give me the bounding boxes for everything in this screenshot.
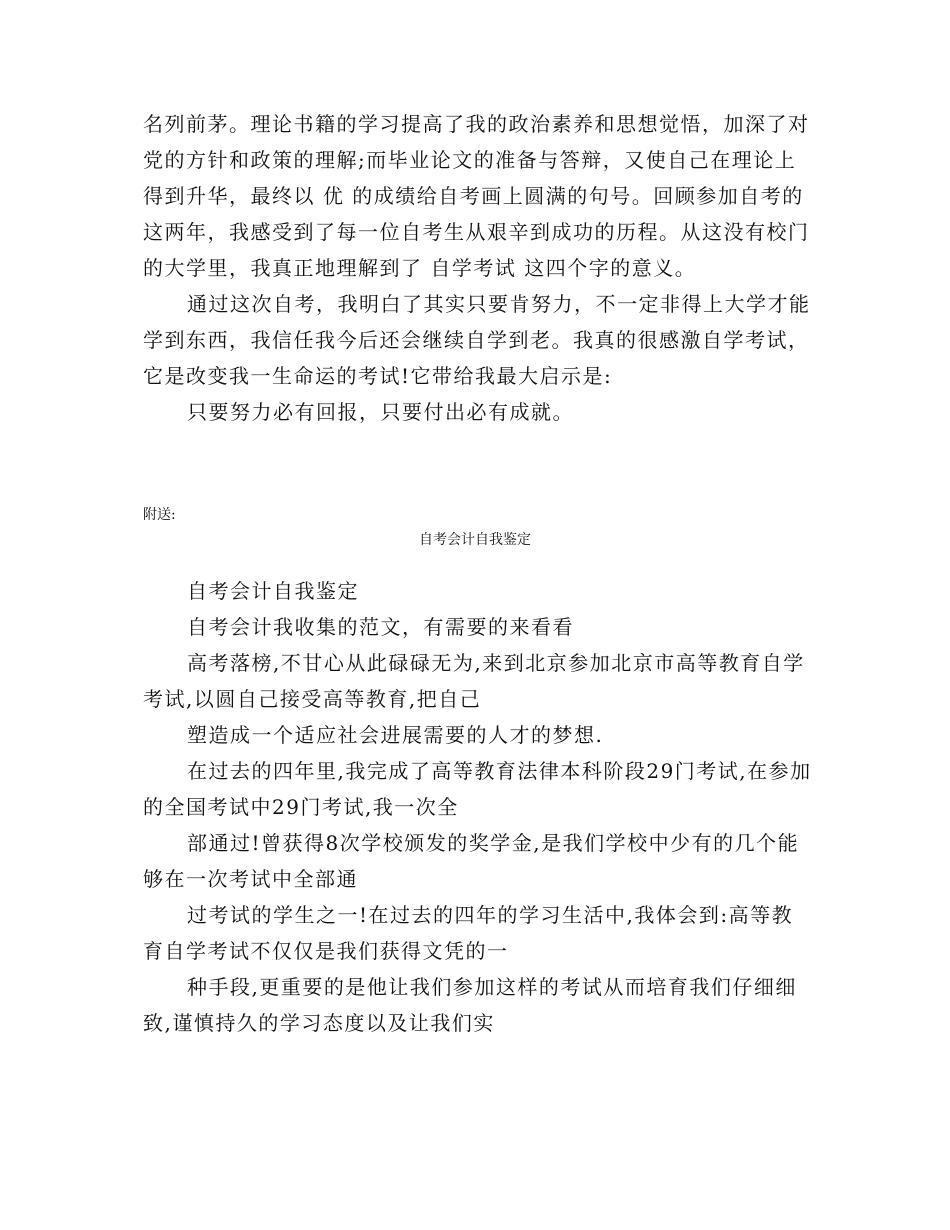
- essay-section-1: [143, 106, 813, 430]
- paragraph-6: 部通过!曾获得8次学校颁发的奖学金,是我们学校中少有的几个能够在一次考试中全部通: [143, 831, 800, 891]
- appendix-label: 附送:: [143, 507, 176, 523]
- paragraph-4: 塑造成一个适应社会进展需要的人才的梦想.: [187, 723, 604, 747]
- essay-section-2: [143, 573, 813, 1041]
- paragraph-2: 通过这次自考，我明白了其实只要肯努力，不一定非得上大学才能学到东西，我信任我今后还会继续自学到老。我真的很感激自学考试，它是改变我一生命运的考试!它带给我最大启示是:: [143, 292, 811, 388]
- paragraph-8: 种手段,更重要的是他让我们参加这样的考试从而培育我们仔细细致,谨慎持久的学习态度以及让我们实: [143, 975, 797, 1035]
- paragraph-3: 高考落榜,不甘心从此碌碌无为,来到北京参加北京市高等教育自学考试,以圆自己接受高等教育,把自己: [143, 651, 805, 711]
- paragraph-5: 在过去的四年里,我完成了高等教育法律本科阶段29门考试,在参加的全国考试中29门考试,我一次全: [143, 759, 812, 819]
- paragraph-7: 过考试的学生之一!在过去的四年的学习生活中,我体会到:高等教育自学考试不仅仅是我们获得文凭的一: [143, 903, 794, 963]
- appendix-title: 自考会计自我鉴定: [419, 532, 531, 548]
- paragraph-title: 自考会计自我鉴定: [187, 579, 359, 603]
- paragraph-intro: 自考会计我收集的范文，有需要的来看看: [187, 615, 574, 639]
- paragraph-3: 只要努力必有回报，只要付出必有成就。: [187, 400, 574, 424]
- paragraph-1: 名列前茅。理论书籍的学习提高了我的政治素养和思想觉悟，加深了对党的方针和政策的理解;而毕业论文的准备与答辩，又使自己在理论上得到升华，最终以 优 的成绩给自考画上圆满的句号。回顾参加自考的这两年，我感受到了每一位自考生从艰辛到成功的历程。从这没有校门的大学里，我真正地理解到了 自学考试 这四个字的意义。: [143, 112, 810, 280]
